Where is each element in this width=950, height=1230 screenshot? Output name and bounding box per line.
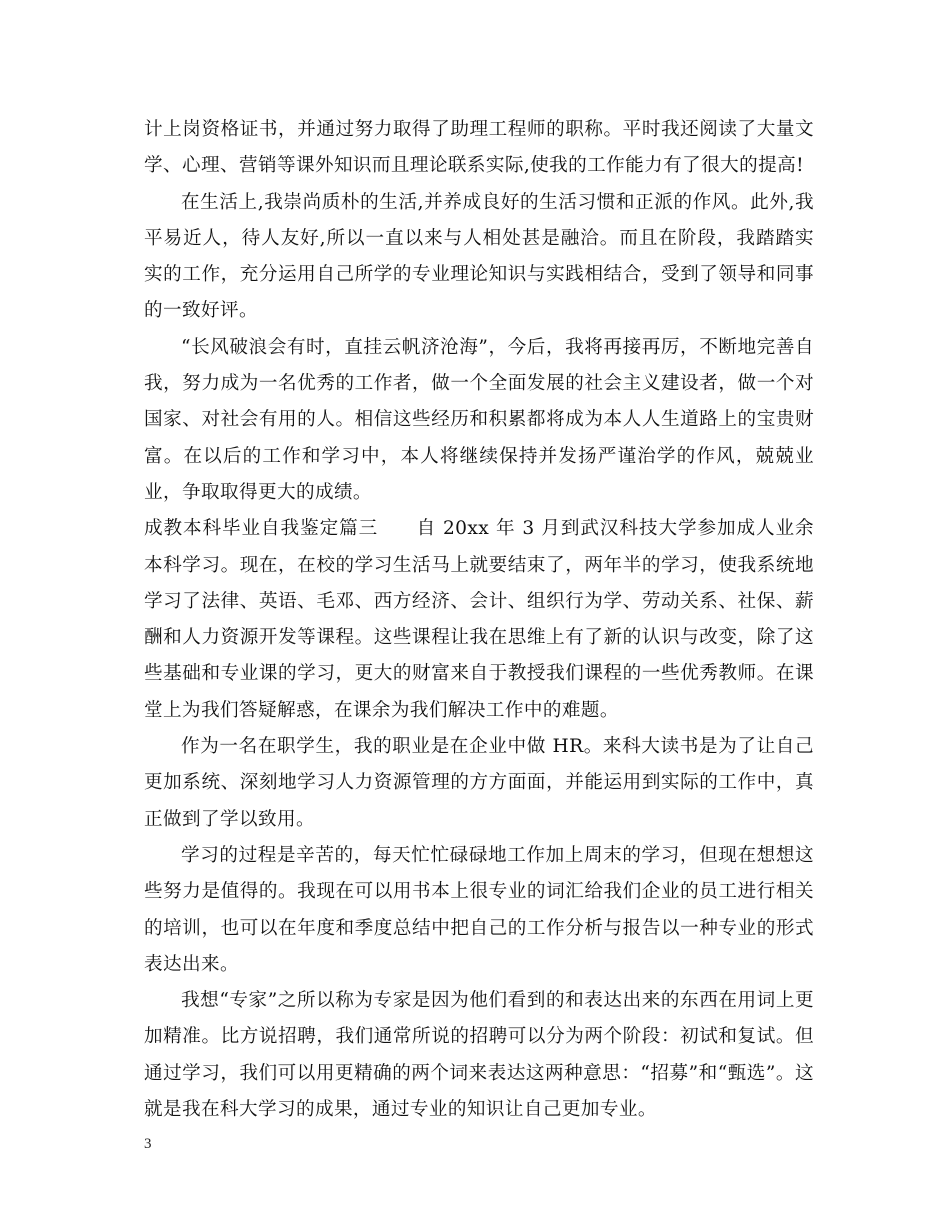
paragraph-expert: 我想“专家”之所以称为专家是因为他们看到的和表达出来的东西在用词上更加精准。比方说招聘，我们通常所说的招聘可以分为两个阶段：初试和复试。但通过学习，我们可以用更精确的两个词来表达这两种意思：“招募”和“甄选”。这就是我在科大学习的成果，通过专业的知识让自己更加专业。 [144, 990, 814, 1121]
section-paragraph-text: 自 20xx 年 3 月到武汉科技大学参加成人业余本科学习。现在，在校的学习生活马上就要结束了，两年半的学习，使我系统地学习了法律、英语、毛邓、西方经济、会计、组织行为学、劳动关系、社保、薪酬和人力资源开发等课程。这些课程让我在思维上有了新的认识与改变，除了这些基础和专业课的学习，更大的财富来自于教授我们课程的一些优秀教师。在课堂上为我们答疑解惑，在课余为我们解决工作中的难题。 [144, 518, 814, 721]
section-paragraph [144, 511, 814, 729]
paragraph-future: “长风破浪会有时，直挂云帆济沧海”，今后，我将再接再厉，不断地完善自我，努力成为一名优秀的工作者，做一个全面发展的社会主义建设者，做一个对国家、对社会有用的人。相信这些经历和积累都将成为本人人生道路上的宝贵财富。在以后的工作和学习中，本人将继续保持并发扬严谨治学的作风，兢兢业业，争取取得更大的成绩。 [144, 336, 814, 503]
paragraph-life: 在生活上,我崇尚质朴的生活,并养成良好的生活习惯和正派的作风。此外,我平易近人，待人友好,所以一直以来与人相处甚是融洽。而且在阶段，我踏踏实实的工作，充分运用自己所学的专业理论知识与实践相结合，受到了领导和同事的一致好评。 [144, 191, 814, 322]
paragraph-study-process: 学习的过程是辛苦的，每天忙忙碌碌地工作加上周末的学习，但现在想想这些努力是值得的。我现在可以用书本上很专业的词汇给我们企业的员工进行相关的培训，也可以在年度和季度总结中把自己的工作分析与报告以一种专业的形式表达出来。 [144, 844, 814, 975]
page-number: 3 [144, 1136, 152, 1152]
section-heading: 成教本科毕业自我鉴定篇三 [144, 518, 379, 540]
paragraph-continuation: 计上岗资格证书，并通过努力取得了助理工程师的职称。平时我还阅读了大量文学、心理、营销等课外知识而且理论联系实际,使我的工作能力有了很大的提高! [144, 119, 814, 177]
paragraph-hr: 作为一名在职学生，我的职业是在企业中做 HR。来科大读书是为了让自己更加系统、深刻地学习人力资源管理的方方面面，并能运用到实际的工作中，真正做到了学以致用。 [144, 736, 814, 830]
document-body [144, 112, 814, 1128]
